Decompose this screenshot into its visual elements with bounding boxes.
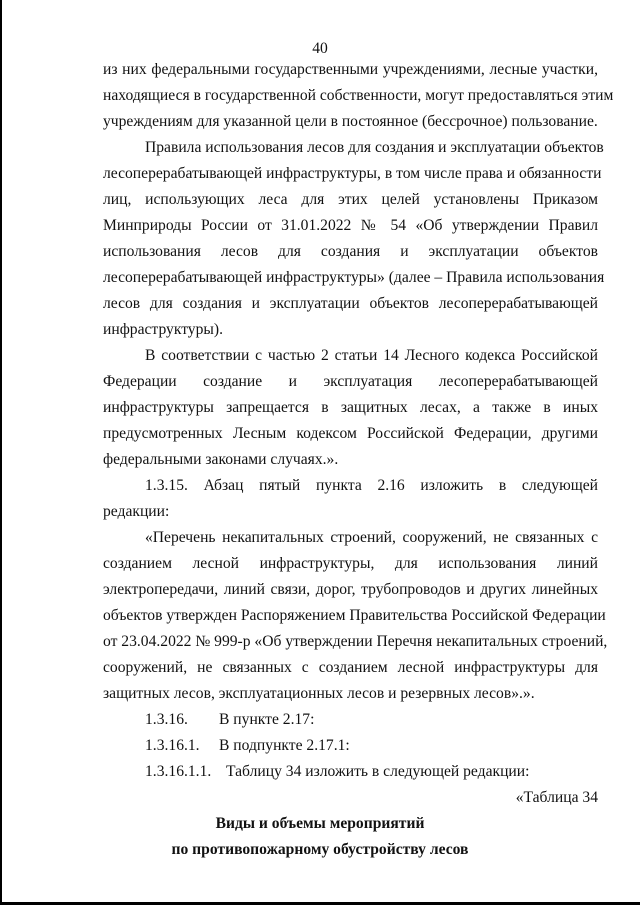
text-line: редакции:	[103, 503, 170, 520]
item-number: 1.3.16.1.	[145, 737, 200, 754]
text-line: инфраструктуры).	[103, 321, 223, 338]
text-line: защитных лесов, эксплуатационных лесов и резервных лесов».».	[103, 685, 535, 702]
text-line: В соответствии с частью 2 статьи 14 Лесного кодекса Российской	[145, 347, 598, 364]
text-line: инфраструктуры запрещается в защитных лесах, а также в иных	[103, 399, 598, 416]
item-text: Таблицу 34 изложить в следующей редакции:	[226, 763, 530, 780]
text-line: лесоперерабатывающей инфраструктуры, в том числе права и обязанности	[103, 165, 602, 182]
text-line: 1.3.15. Абзац пятый пункта 2.16 изложить в следующей	[145, 477, 598, 494]
text-line: сооружений, не связанных с созданием лесной инфраструктуры для	[103, 659, 598, 676]
text-line: лиц, использующих леса для этих целей установлены Приказом	[103, 191, 598, 208]
text-line: учреждениям для указанной цели в постоянное (бессрочное) пользование.	[103, 113, 598, 130]
text-line: федеральными законами случаях.».	[103, 451, 339, 468]
text-line: Минприроды России от 31.01.2022 № 54 «Об утверждении Правил	[103, 217, 598, 234]
page-number: 40	[312, 40, 328, 57]
item-number: 1.3.16.1.1.	[145, 763, 212, 780]
text-line: Федерации создание и эксплуатация лесоперерабатывающей	[103, 373, 598, 390]
text-line: объектов утвержден Распоряжением Правительства Российской Федерации	[103, 607, 606, 624]
table-heading-line-2: по противопожарному обустройству лесов	[171, 841, 469, 858]
text-line: использования лесов для создания и эксплуатации объектов	[103, 243, 598, 260]
text-line: «Перечень некапитальных строений, сооружений, не связанных с	[145, 529, 598, 546]
text-line: находящиеся в государственной собственности, могут предоставляться этим	[103, 87, 614, 104]
item-text: В подпункте 2.17.1:	[219, 737, 350, 754]
text-line: созданием лесной инфраструктуры, для использования линий	[103, 555, 598, 572]
text-line: предусмотренных Лесным кодексом Российской Федерации, другими	[103, 425, 598, 442]
scan-edge-left	[0, 0, 2, 905]
text-line: Правила использования лесов для создания и эксплуатации объектов	[145, 139, 604, 156]
text-line: лесов для создания и эксплуатации объектов лесоперерабатывающей	[103, 295, 598, 312]
text-line: электропередачи, линий связи, дорог, трубопроводов и других линейных	[103, 581, 598, 598]
item-text: В пункте 2.17:	[219, 711, 315, 728]
text-line: лесоперерабатывающей инфраструктуры» (далее – Правила использования	[103, 269, 605, 286]
table-reference: «Таблица 34	[515, 789, 598, 806]
item-number: 1.3.16.	[145, 711, 188, 728]
table-heading-line-1: Виды и объемы мероприятий	[215, 815, 425, 832]
text-line: из них федеральными государственными учреждениями, лесные участки,	[103, 61, 598, 78]
text-line: от 23.04.2022 № 999-р «Об утверждении Перечня некапитальных строений,	[103, 633, 608, 650]
